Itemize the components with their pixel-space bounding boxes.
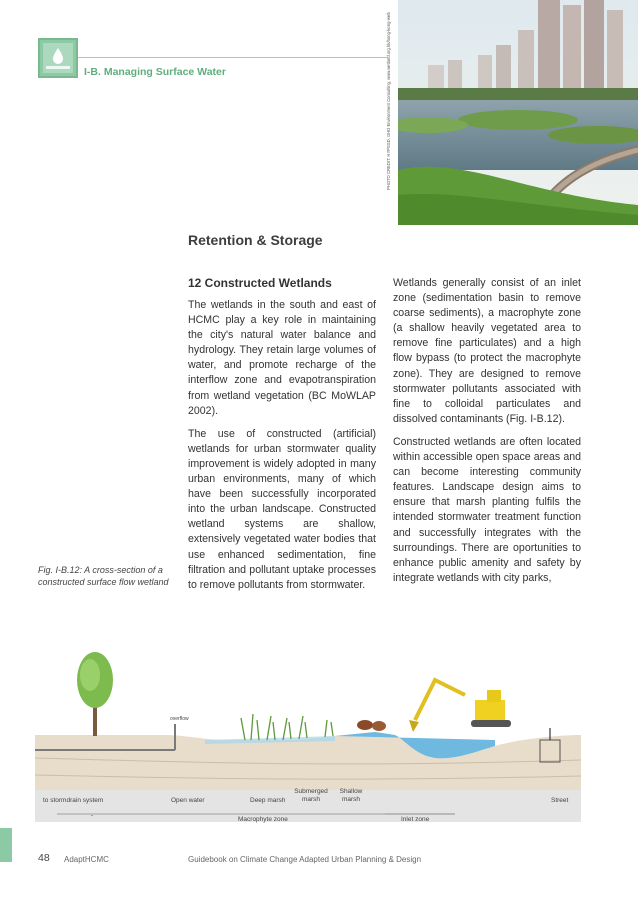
street-label: Street (551, 797, 569, 804)
figure-caption: Fig. I-B.12: A cross-section of a constructed surface flow wetland (38, 565, 169, 587)
overflow-label: overflow (170, 716, 189, 722)
stormdrain-label: to stormdrain system (43, 797, 104, 804)
footer-brand: AdaptHCMC (64, 855, 109, 864)
submerged-marsh-label: Submerged marsh (294, 788, 328, 803)
article-right-column (393, 276, 581, 594)
water-drop-icon (40, 40, 76, 76)
dash-label: - (91, 812, 94, 819)
shallow-marsh-label: Shallow marsh (339, 788, 363, 803)
paragraph: Wetlands generally consist of an inlet zone (sedimentation basin to remove coarse sediments), a macrophyte zone (a shallow heavily vegetated area to remove fine particulates) and a high flow bypass (to protect the macrophyte zone). They are designed to remove stormwater pollutants associated with fine to colloidal particulates and dissolved contaminants (Fig. I-B.12). (393, 277, 581, 425)
wetland-cross-section (35, 640, 581, 822)
header-rule (78, 57, 388, 58)
inlet-zone-label: Inlet zone (401, 816, 430, 823)
photo-credit (381, 12, 393, 190)
article-left-column (188, 298, 376, 601)
paragraph: Constructed wetlands are often located within accessible open space areas and can become interesting community features. Landscape design aims to ensure that marsh planting fulfils the intended stormwater treatment function and successfully integrates with the surroundings. There are oportunities to enhance public amenity and safety by integrate wetlands with city parks, (393, 435, 581, 584)
footer-accent-bar (0, 828, 12, 862)
macrophyte-zone-label: Macrophyte zone (238, 816, 288, 823)
page-number: 48 (38, 852, 50, 864)
photo-credit-text: PHOTO CREDIT: HYPSSD, GHD Environment Consulting, www.wetland.org.hk/hong-kong-wetland (386, 12, 391, 190)
paragraph: The wetlands in the south and east of HCMC play a key role in maintaining the city's natural water balance and hydrology. They retain large volumes of water, and promote recharge of the interflow zone and evapotranspiration from wetland vegetation (BC MoWLAP 2002). (188, 299, 376, 417)
section-title: Retention & Storage (188, 232, 323, 248)
deep-marsh-label: Deep marsh (250, 797, 286, 804)
open-water-label: Open water (171, 797, 205, 804)
article-title: 12 Constructed Wetlands (188, 276, 332, 290)
wetland-photo (398, 0, 638, 225)
section-icon (38, 38, 78, 78)
section-header: I-B. Managing Surface Water (84, 66, 226, 78)
paragraph: The use of constructed (artificial) wetlands for urban stormwater quality improvement is widely adopted in many urban environments, many of which have been successfully incorporated into the urban landscape. Constructed wetland systems are shallow, extensively vegetated water bodies that use enhanced sedimentation, fine filtration and pollutant uptake processes to remove pollutants from stormwater. (188, 427, 376, 591)
footer-guide-title: Guidebook on Climate Change Adapted Urban Planning & Design (188, 855, 422, 864)
